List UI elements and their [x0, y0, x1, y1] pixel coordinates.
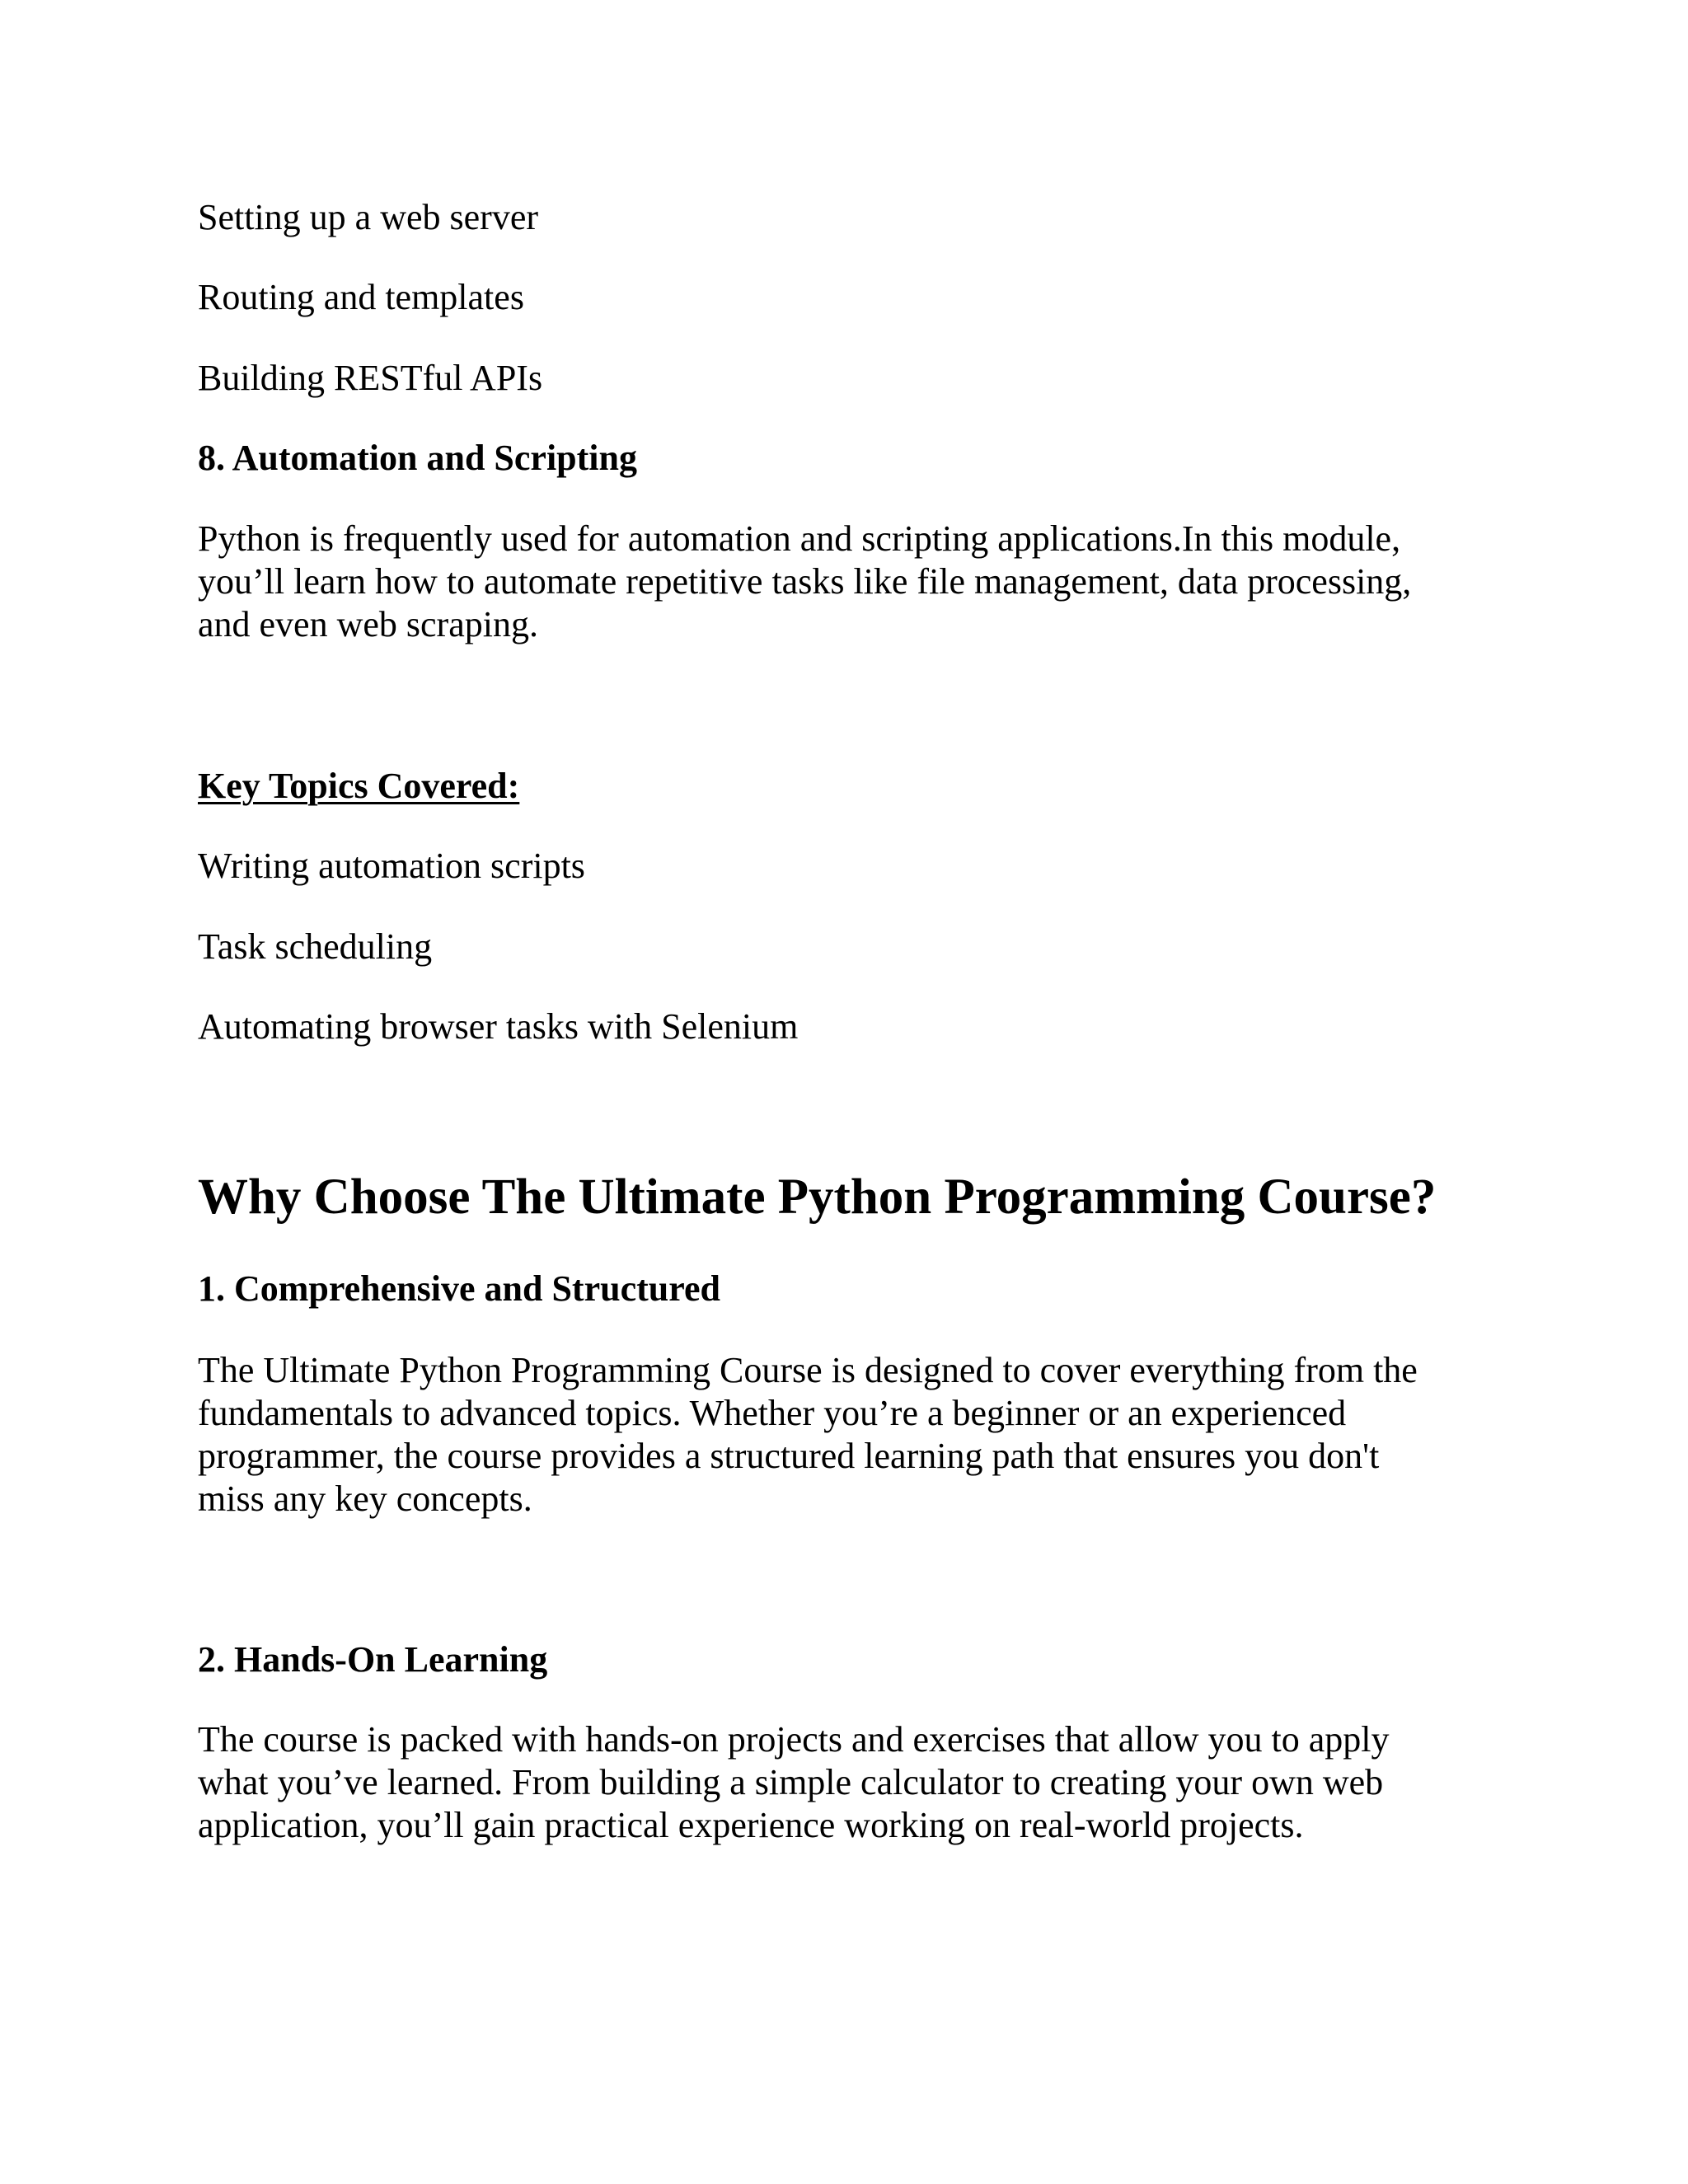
- paragraph-line: you’ll learn how to automate repetitive tasks like file management, data processing,: [198, 561, 1412, 602]
- list-item: Building RESTful APIs: [198, 358, 543, 398]
- list-item: Writing automation scripts: [198, 846, 585, 886]
- paragraph-line: and even web scraping.: [198, 604, 538, 644]
- list-item: Routing and templates: [198, 277, 524, 317]
- list-item: Automating browser tasks with Selenium: [198, 1006, 799, 1047]
- section-heading: 2. Hands-On Learning: [198, 1639, 548, 1680]
- paragraph-line: application, you’ll gain practical experience working on real-world projects.: [198, 1805, 1304, 1845]
- paragraph-line: what you’ve learned. From building a simple calculator to creating your own web: [198, 1762, 1384, 1802]
- section-paragraph: [198, 1349, 1484, 1521]
- paragraph-line: fundamentals to advanced topics. Whether you’re a beginner or an experienced: [198, 1393, 1347, 1433]
- section-heading: 8. Automation and Scripting: [198, 438, 637, 478]
- section-paragraph: [198, 518, 1484, 646]
- section-paragraph: [198, 1718, 1484, 1847]
- list-item: Task scheduling: [198, 926, 433, 967]
- paragraph-line: programmer, the course provides a structured learning path that ensures you don't: [198, 1436, 1380, 1476]
- paragraph-line: The Ultimate Python Programming Course is designed to cover everything from the: [198, 1350, 1418, 1390]
- paragraph-line: The course is packed with hands-on projects and exercises that allow you to apply: [198, 1719, 1390, 1760]
- section-heading: 1. Comprehensive and Structured: [198, 1268, 720, 1309]
- key-topics-label: Key Topics Covered:: [198, 766, 520, 806]
- paragraph-line: miss any key concepts.: [198, 1479, 532, 1519]
- page-heading: Why Choose The Ultimate Python Programming Course?: [198, 1169, 1437, 1225]
- list-item: Setting up a web server: [198, 197, 538, 237]
- paragraph-line: Python is frequently used for automation and scripting applications.In this module,: [198, 518, 1401, 559]
